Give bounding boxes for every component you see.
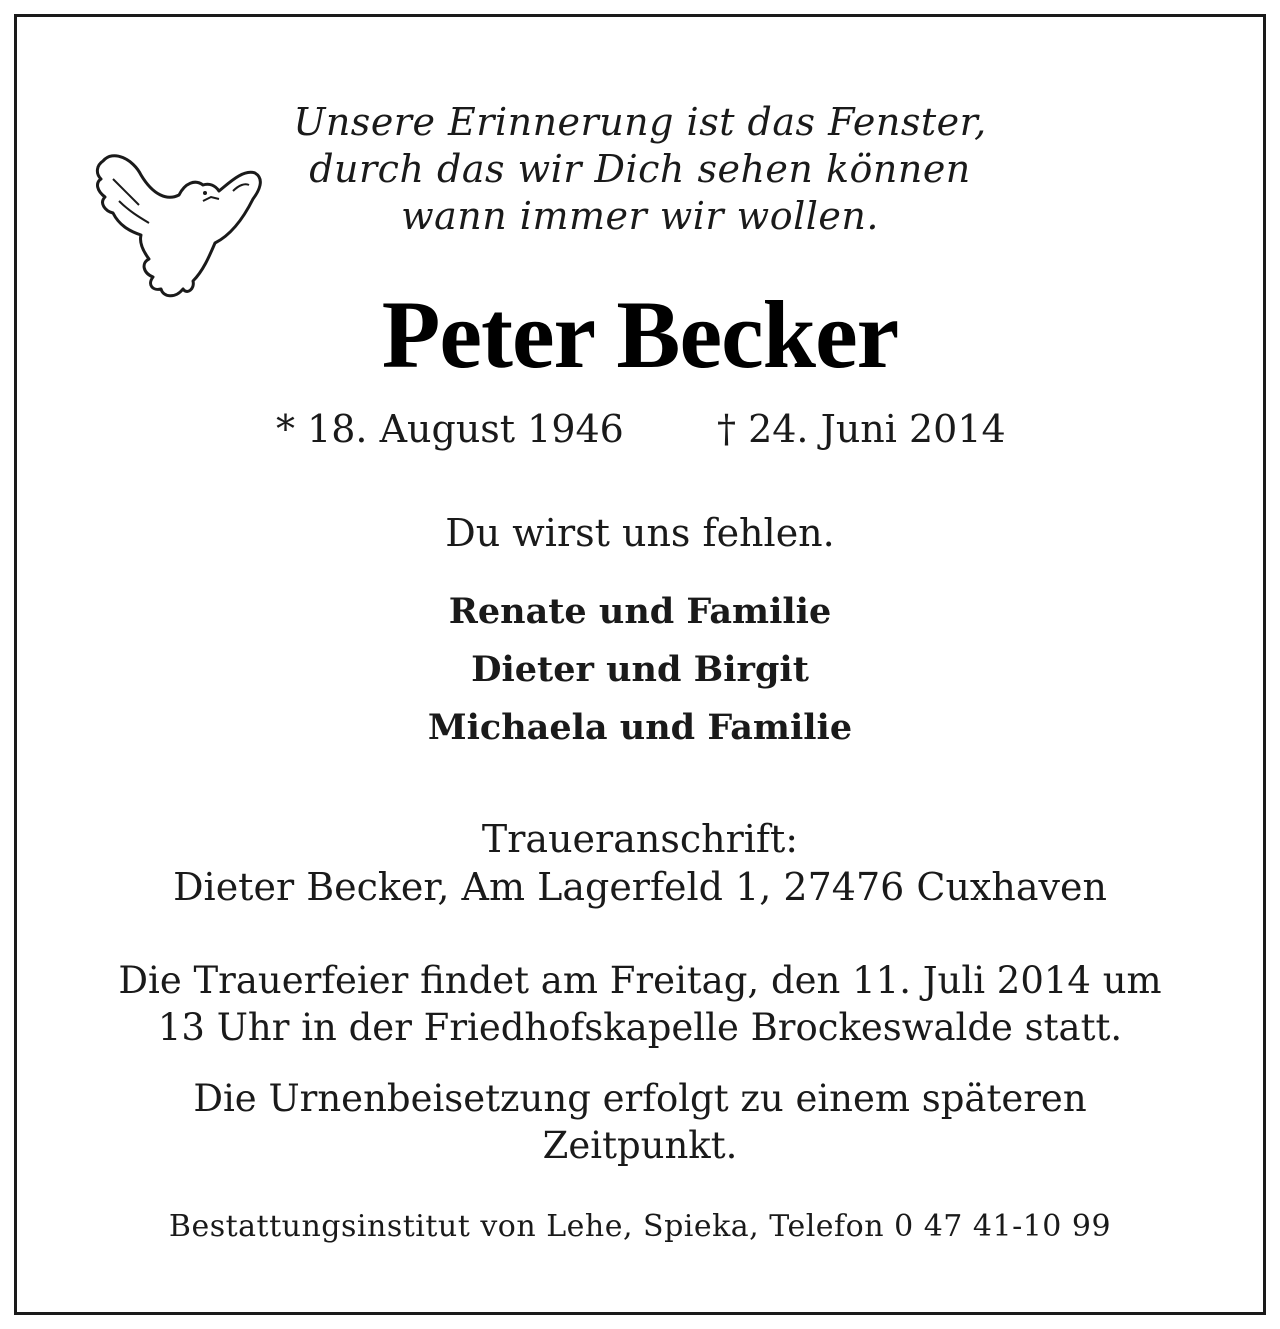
obituary-notice [14, 14, 1266, 1315]
mourning-address: Dieter Becker, Am Lagerfeld 1, 27476 Cuxhaven [173, 865, 1107, 909]
mourner-2: Dieter und Birgit [471, 649, 809, 690]
urn-line-1: Die Urnenbeisetzung erfolgt zu einem späteren [193, 1077, 1087, 1120]
death-date: † 24. Juni 2014 [717, 407, 1006, 451]
funeral-home-contact: Bestattungsinstitut von Lehe, Spieka, Telefon 0 47 41-10 99 [168, 1209, 1112, 1244]
urn-burial-info [17, 1075, 1263, 1169]
deceased-name: Peter Becker [381, 281, 899, 388]
urn-line-2: Zeitpunkt. [542, 1124, 738, 1167]
mourners-list [17, 583, 1263, 757]
ceremony-line-1: Die Trauerfeier findet am Freitag, den 11. Juli 2014 um [118, 959, 1162, 1002]
memorial-quote [17, 99, 1263, 240]
mourner-3: Michaela und Familie [427, 707, 853, 748]
birth-date: * 18. August 1946 [276, 407, 624, 451]
mourner-1: Renate und Familie [448, 591, 832, 632]
ceremony-line-2: 13 Uhr in der Friedhofskapelle Brockeswalde statt. [157, 1006, 1123, 1049]
ceremony-info [17, 957, 1263, 1051]
quote-line-2: durch das wir Dich sehen können [309, 147, 971, 191]
quote-line-1: Unsere Erinnerung ist das Fenster, [293, 100, 987, 144]
address-label: Traueranschrift: [481, 817, 799, 861]
farewell-message: Du wirst uns fehlen. [445, 511, 835, 555]
quote-line-3: wann immer wir wollen. [401, 194, 879, 238]
